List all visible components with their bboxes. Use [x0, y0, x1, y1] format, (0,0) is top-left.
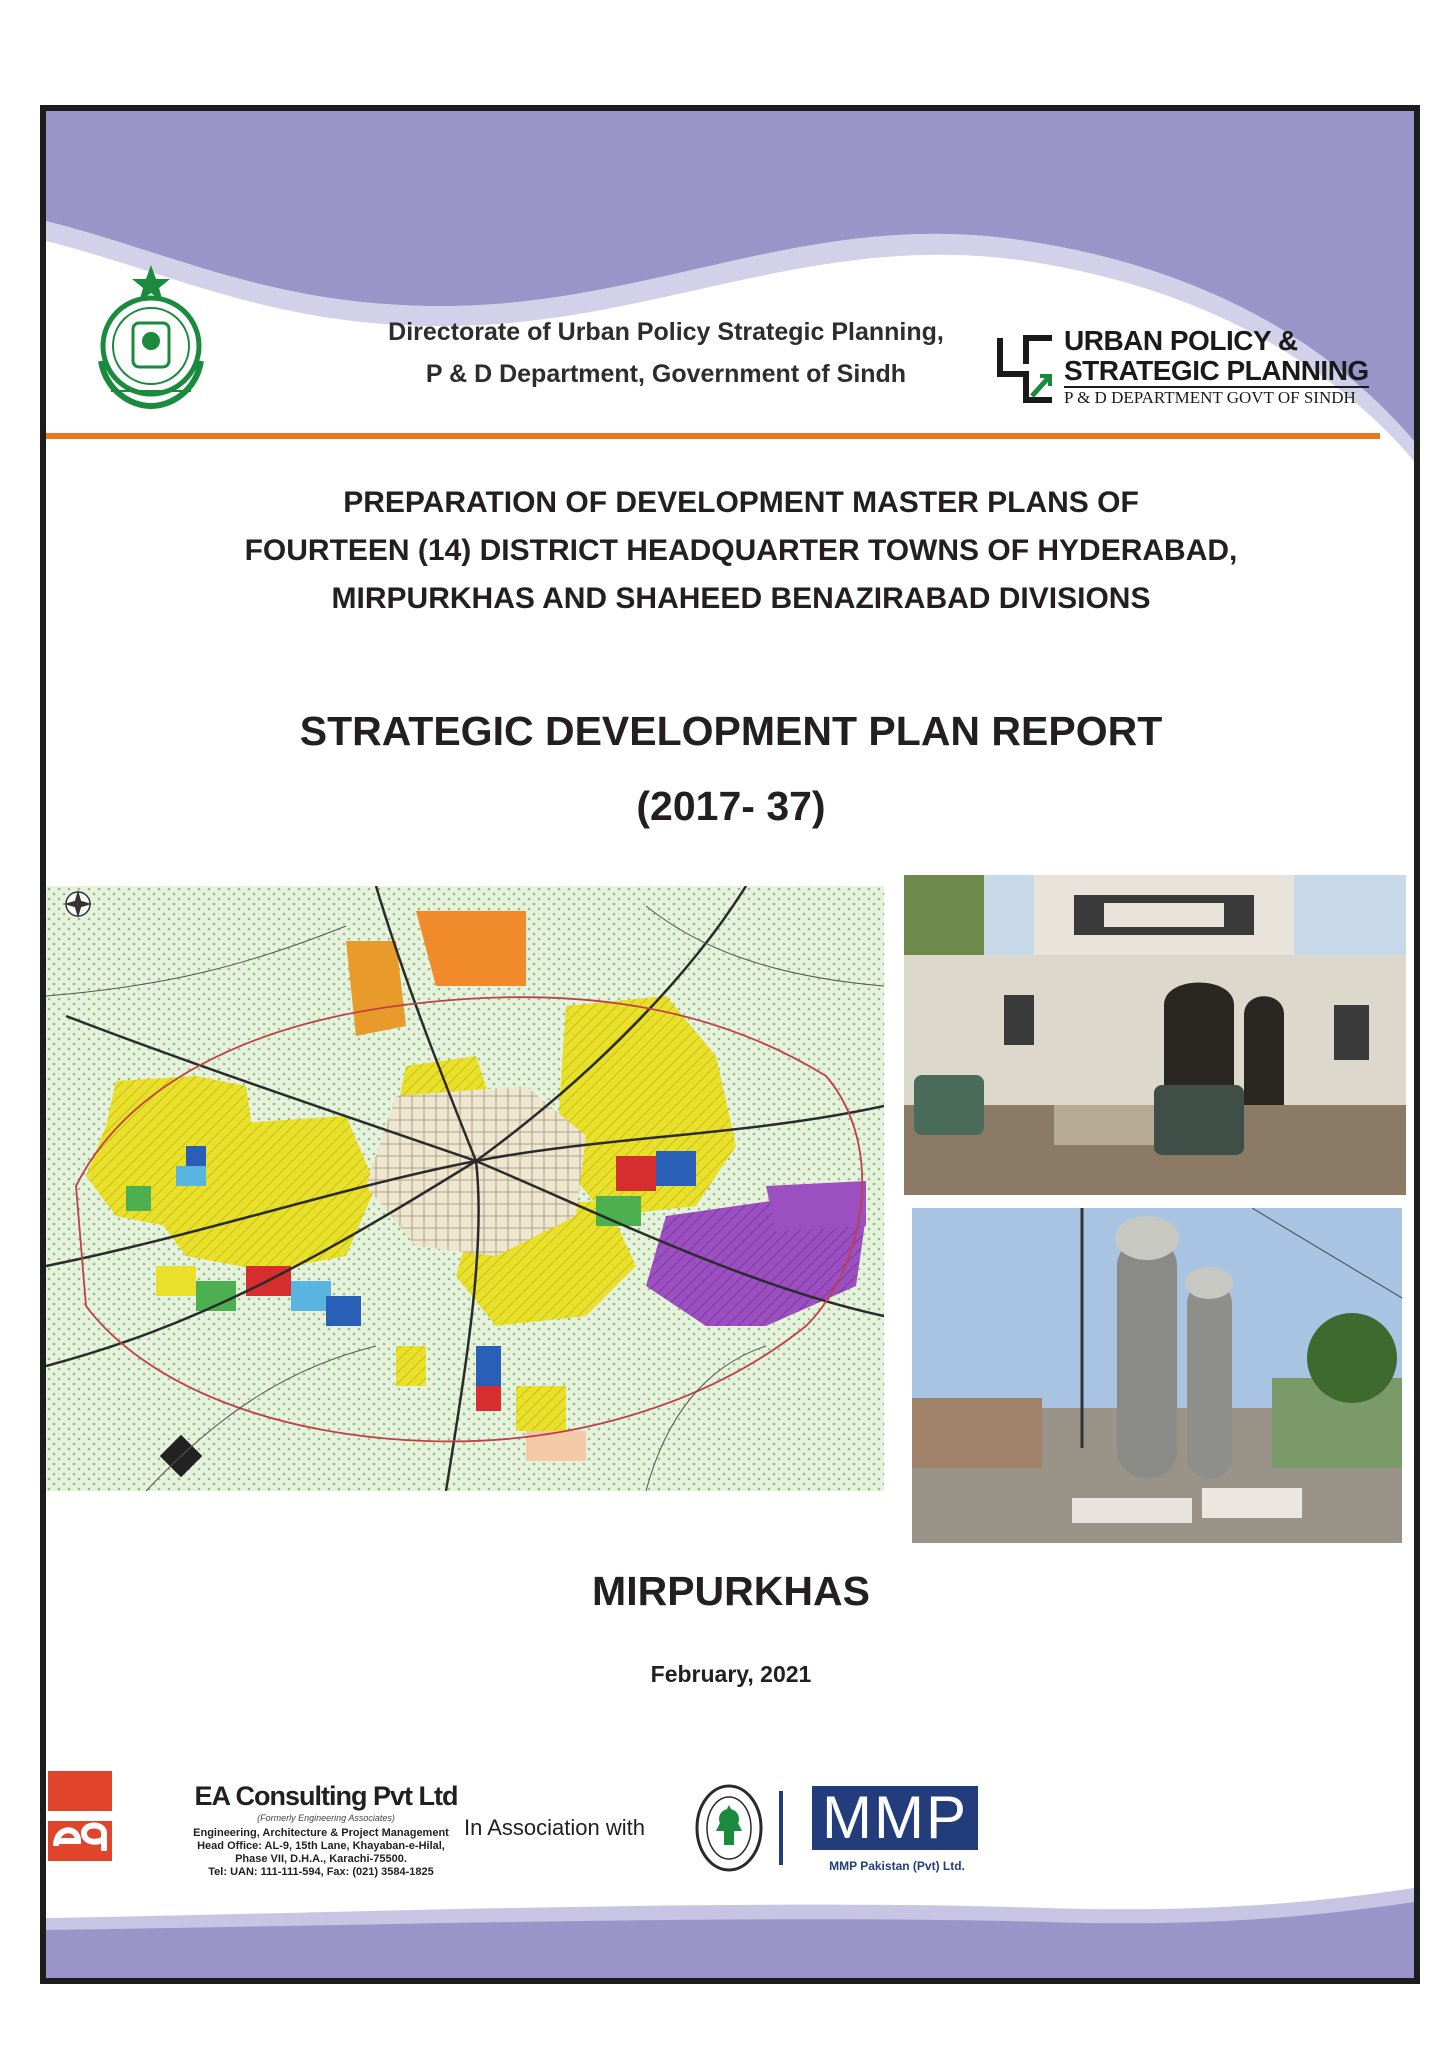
project-title-line-3: MIRPURKHAS AND SHAHEED BENAZIRABAD DIVISIONS — [331, 582, 1151, 615]
sindh-government-emblem — [86, 261, 216, 416]
ea-address-2: Phase VII, D.H.A., Karachi-75500. — [235, 1853, 407, 1865]
land-use-map — [46, 886, 884, 1491]
directorate-line-1: Directorate of Urban Policy Strategic Planning, — [388, 318, 944, 346]
urban-policy-mark-icon — [996, 334, 1056, 404]
logo-divider — [779, 1791, 783, 1865]
ea-consulting-logo-icon — [48, 1771, 112, 1861]
orange-divider — [46, 433, 1380, 439]
urban-policy-logo — [996, 326, 1376, 416]
railway-station-photo — [904, 875, 1406, 1195]
ea-services: Engineering, Architecture & Project Management — [193, 1827, 449, 1839]
ea-consulting-name: EA Consulting Pvt Ltd — [194, 1781, 458, 1811]
up-logo-line-1: URBAN POLICY & — [1064, 325, 1298, 356]
ea-contact: Tel: UAN: 111-111-594, Fax: (021) 3584-1825 — [208, 1866, 434, 1878]
directorate-line-2: P & D Department, Government of Sindh — [425, 360, 907, 388]
town-name: MIRPURKHAS — [592, 1568, 870, 1614]
ea-address-1: Head Office: AL-9, 15th Lane, Khayaban-e-Hilal, — [197, 1840, 445, 1852]
monument-photo — [912, 1208, 1402, 1543]
report-title: STRATEGIC DEVELOPMENT PLAN REPORT — [299, 708, 1163, 754]
mmp-company-name: MMP Pakistan (Pvt) Ltd. — [829, 1859, 965, 1873]
mmp-logo: MMP — [812, 1786, 978, 1850]
report-years: (2017- 37) — [636, 783, 826, 829]
up-logo-line-2: STRATEGIC PLANNING — [1064, 355, 1369, 386]
emc-seal-logo — [694, 1783, 764, 1873]
up-logo-line-3: P & D DEPARTMENT GOVT OF SINDH — [1064, 388, 1356, 407]
project-title-line-1: PREPARATION OF DEVELOPMENT MASTER PLANS OF — [343, 486, 1139, 519]
project-title-line-2: FOURTEEN (14) DISTRICT HEADQUARTER TOWNS OF HYDERABAD, — [244, 534, 1238, 567]
document-frame — [40, 105, 1420, 1984]
project-title — [126, 479, 1356, 623]
ea-former-name: (Formerly Engineering Associates) — [257, 1813, 395, 1823]
bottom-wave-decoration — [46, 1878, 1414, 1978]
association-text: In Association with — [464, 1815, 645, 1840]
report-date: February, 2021 — [650, 1661, 812, 1687]
directorate-heading — [306, 311, 1026, 395]
